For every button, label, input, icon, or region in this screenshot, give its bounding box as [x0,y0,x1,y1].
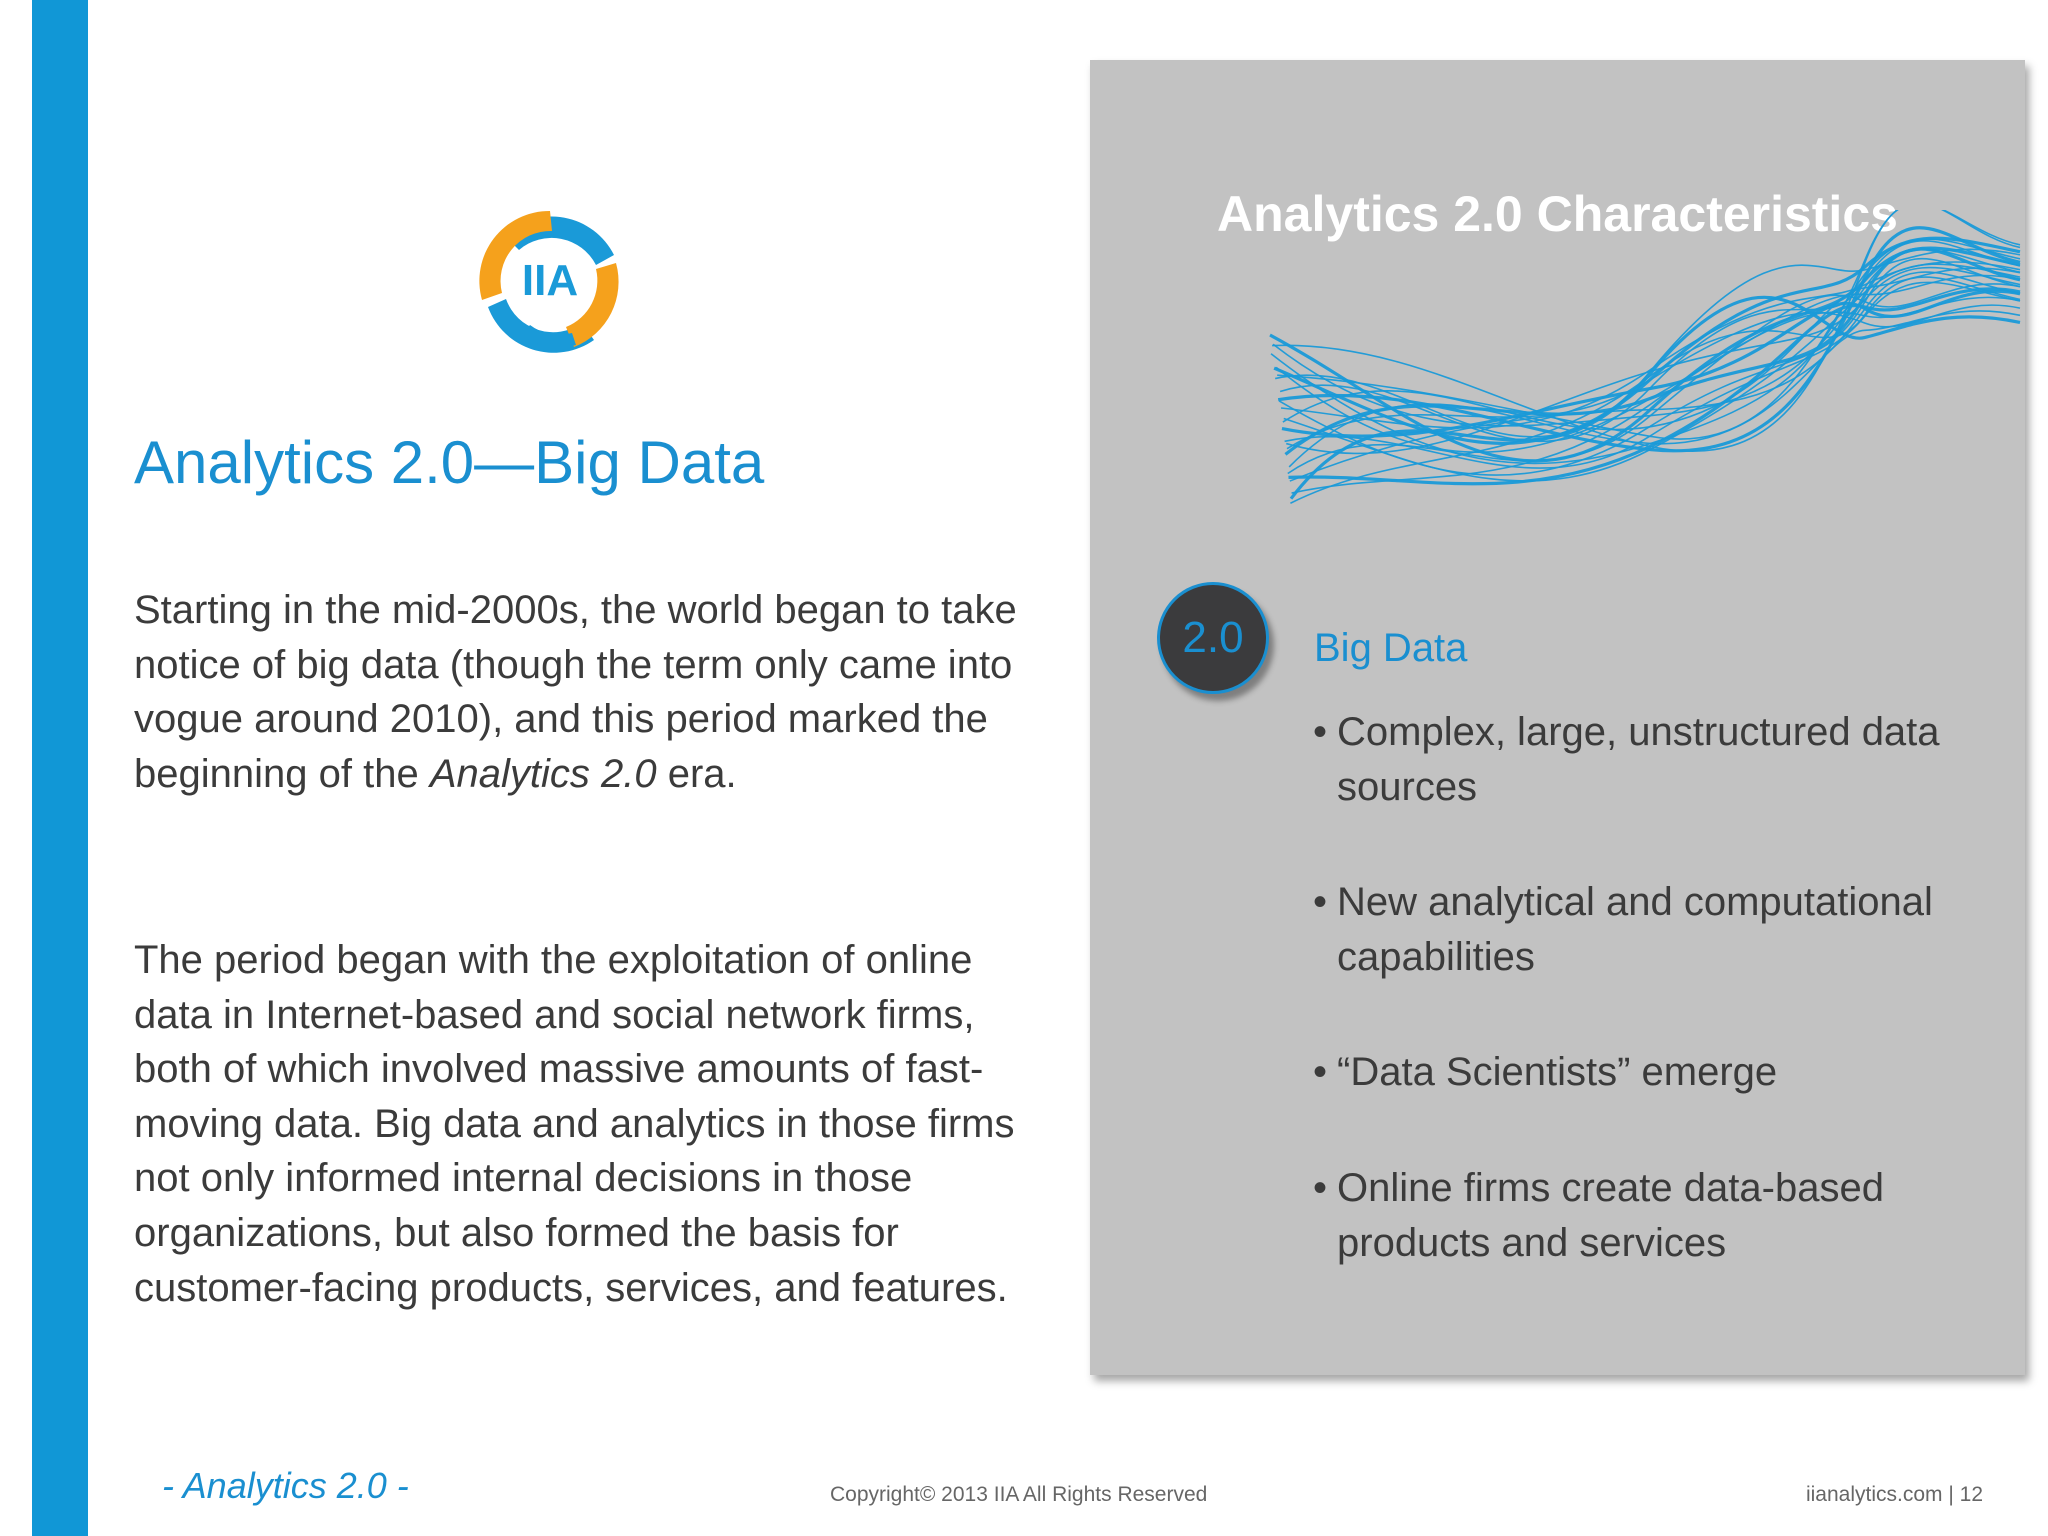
era-badge: 2.0 [1157,582,1269,694]
bullet-icon: • [1313,1165,1328,1210]
list-item-text: Complex, large, unstructured data sources [1337,710,1940,809]
characteristics-list [1313,705,1993,1331]
left-accent-bar [32,0,88,1536]
intro-text-emphasis: Analytics 2.0 [429,751,657,796]
bullet-icon: • [1313,710,1328,754]
list-item [1313,875,1993,984]
wave-line [1276,275,2020,452]
list-item-text: Online firms create data-based products and services [1337,1165,1884,1265]
wave-line [1283,268,2020,429]
intro-text-a: Starting in the mid-2000s, the world began to take notice of big data (though the term only came into vogue around 2010), and this period marked the beginning of the [134,588,1017,796]
list-item [1313,1161,1993,1270]
footer-copyright: Copyright© 2013 IIA All Rights Reserved [830,1483,1208,1506]
intro-paragraph [134,583,1034,801]
bullet-icon: • [1313,1050,1328,1095]
slide-title: Analytics 2.0—Big Data [134,429,765,496]
wave-line [1281,262,2020,428]
list-item-text: New analytical and computational capabilities [1337,880,1933,979]
iia-logo [464,195,636,367]
panel-title: Analytics 2.0 Characteristics [1217,186,1898,242]
detail-paragraph: The period began with the exploitation of online data in Internet-based and social network firms, both of which involved massive amounts of fast-moving data. Big data and analytics in those firms not only informed internal decisions in those organizations, but also formed the basis for customer-facing products, services, and features. [134,938,1015,1310]
logo-text: IIA [521,256,579,305]
intro-text-b: era. [656,751,737,796]
wave-line [1271,210,2020,463]
data-wave-graphic [1260,210,2030,630]
bullet-icon: • [1313,880,1328,925]
footer-section-label: - Analytics 2.0 - [162,1465,409,1506]
wave-line [1290,277,2020,503]
era-label: Big Data [1314,626,1468,670]
list-item [1313,705,1993,814]
list-item-text: “Data Scientists” emerge [1337,1050,1778,1095]
list-item [1313,1045,1993,1100]
footer-page-info: iianalytics.com | 12 [1805,1483,1983,1506]
